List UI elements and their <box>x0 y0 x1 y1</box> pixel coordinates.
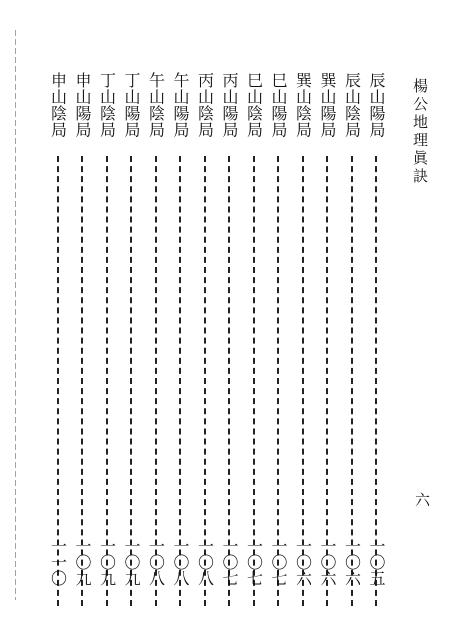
toc-entry-page: 一〇五 <box>367 538 386 586</box>
toc-entry <box>317 72 337 592</box>
toc-entry <box>268 72 288 592</box>
toc-entry-label: 巳山陽局 <box>269 72 288 138</box>
toc-entry-page: 一〇六 <box>342 538 362 586</box>
toc-entry-page: 一〇七 <box>220 538 239 586</box>
toc-entry-label: 申山陰局 <box>48 72 68 138</box>
toc-entry-label: 申山陽局 <box>73 72 92 138</box>
folio-number: 六 <box>413 492 431 507</box>
toc-entry-page: 一〇九 <box>122 538 141 586</box>
toc-entry-page: 一〇九 <box>97 538 117 586</box>
toc-entry-label: 午山陽局 <box>171 72 190 138</box>
toc-entry-page: 一〇九 <box>73 538 92 586</box>
toc-entry-label: 丁山陽局 <box>122 72 141 138</box>
running-title: 楊公地理眞訣 <box>411 78 429 186</box>
toc-entry <box>366 72 386 592</box>
toc-entry <box>342 72 362 592</box>
toc-entry <box>293 72 313 592</box>
toc-entry-label: 巽山陰局 <box>293 72 313 138</box>
toc-entry <box>170 72 190 592</box>
toc-entry <box>146 72 166 592</box>
toc-entry <box>219 72 239 592</box>
toc-entry-page: 一〇六 <box>293 538 313 586</box>
toc-entry-label: 辰山陰局 <box>342 72 362 138</box>
toc-entry-label: 丙山陰局 <box>195 72 215 138</box>
toc-entry <box>121 72 141 592</box>
toc-entry <box>244 72 264 592</box>
toc-entry-page: 一一〇 <box>48 538 68 586</box>
toc-entry-label: 巽山陽局 <box>318 72 337 138</box>
toc-entry <box>97 72 117 592</box>
toc-entry <box>48 72 68 592</box>
toc-entry <box>195 72 215 592</box>
binding-edge <box>15 30 16 600</box>
toc-entry-label: 午山陰局 <box>146 72 166 138</box>
toc-entry-label: 巳山陰局 <box>244 72 264 138</box>
toc-entry-page: 一〇八 <box>195 538 215 586</box>
toc-entry-page: 一〇六 <box>318 538 337 586</box>
toc-entry-page: 一〇七 <box>244 538 264 586</box>
toc-entry-page: 一〇七 <box>269 538 288 586</box>
toc-entry-page: 一〇八 <box>146 538 166 586</box>
toc-entry-label: 丁山陰局 <box>97 72 117 138</box>
toc-entry-label: 丙山陽局 <box>220 72 239 138</box>
toc-entry <box>72 72 92 592</box>
toc-entry-page: 一〇八 <box>171 538 190 586</box>
toc-entry-label: 辰山陽局 <box>367 72 386 138</box>
